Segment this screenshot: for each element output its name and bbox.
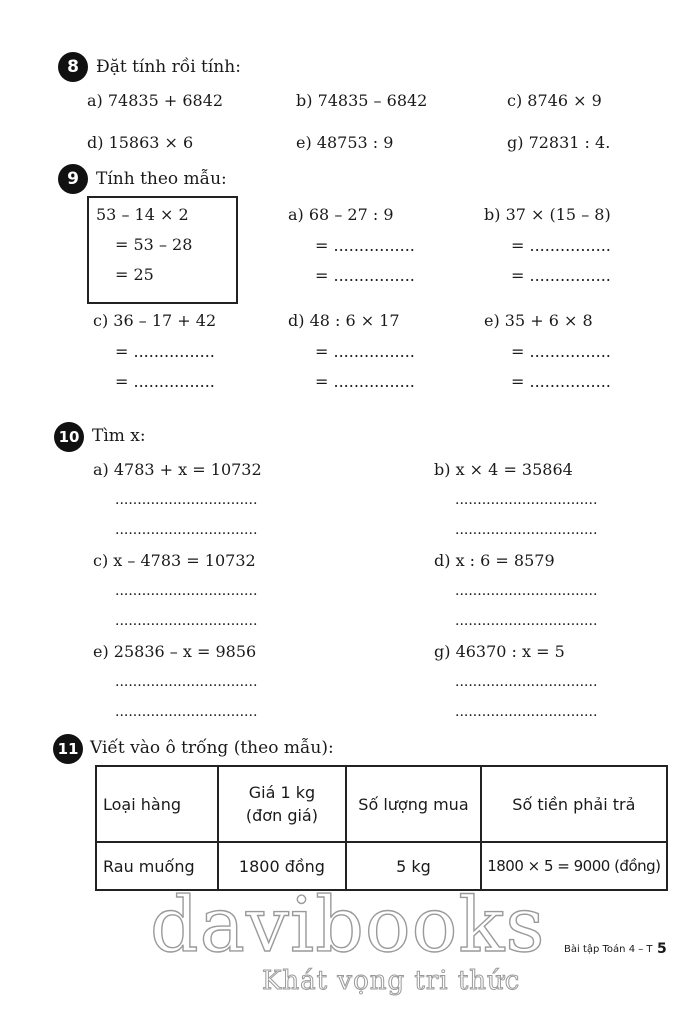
ex10-blank[interactable]: ................................ — [455, 583, 598, 599]
sample-line-1: 53 – 14 × 2 — [96, 205, 189, 224]
ex9-blank[interactable]: = ................ — [315, 342, 415, 361]
ex10-blank[interactable]: ................................ — [115, 613, 258, 629]
ex9-item-c: c) 36 – 17 + 42 — [93, 311, 217, 330]
ex10-blank[interactable]: ................................ — [455, 674, 598, 690]
ex10-blank[interactable]: ................................ — [455, 492, 598, 508]
ex8-item-g: g) 72831 : 4. — [507, 133, 611, 152]
sample-line-3: = 25 — [115, 265, 154, 284]
ex9-blank[interactable]: = ................ — [315, 372, 415, 391]
ex8-item-a: a) 74835 + 6842 — [87, 91, 224, 110]
cell-price: 1800 đồng — [218, 842, 347, 890]
price-table — [95, 765, 668, 891]
ex9-blank[interactable]: = ................ — [511, 342, 611, 361]
ex10-blank[interactable]: ................................ — [115, 583, 258, 599]
ex8-item-e: e) 48753 : 9 — [296, 133, 394, 152]
footer-book-title: Bài tập Toán 4 – T — [564, 944, 653, 955]
exercise-11-badge: 11 — [53, 734, 83, 764]
ex9-blank[interactable]: = ................ — [511, 266, 611, 285]
ex9-item-a: a) 68 – 27 : 9 — [288, 205, 394, 224]
exercise-8-title: Đặt tính rồi tính: — [96, 57, 241, 77]
ex9-blank[interactable]: = ................ — [511, 372, 611, 391]
ex10-item-b: b) x × 4 = 35864 — [434, 460, 573, 479]
watermark-slogan: Khát vọng tri thức — [262, 966, 521, 996]
header-so-luong: Số lượng mua — [346, 766, 481, 842]
exercise-10-badge: 10 — [54, 422, 84, 452]
ex8-item-c: c) 8746 × 9 — [507, 91, 602, 110]
cell-quantity: 5 kg — [346, 842, 481, 890]
exercise-9-title: Tính theo mẫu: — [96, 169, 227, 189]
ex9-item-d: d) 48 : 6 × 17 — [288, 311, 400, 330]
ex10-item-e: e) 25836 – x = 9856 — [93, 642, 257, 661]
ex10-item-d: d) x : 6 = 8579 — [434, 551, 555, 570]
ex9-item-b: b) 37 × (15 – 8) — [484, 205, 611, 224]
exercise-11-title: Viết vào ô trống (theo mẫu): — [90, 738, 334, 758]
ex9-blank[interactable]: = ................ — [115, 372, 215, 391]
ex9-blank[interactable]: = ................ — [315, 266, 415, 285]
cell-item: Rau muống — [96, 842, 218, 890]
ex10-blank[interactable]: ................................ — [115, 492, 258, 508]
header-so-tien: Số tiền phải trả — [481, 766, 667, 842]
ex10-item-c: c) x – 4783 = 10732 — [93, 551, 256, 570]
ex10-blank[interactable]: ................................ — [115, 522, 258, 538]
header-gia — [218, 766, 347, 842]
ex8-item-d: d) 15863 × 6 — [87, 133, 194, 152]
ex9-blank[interactable]: = ................ — [315, 236, 415, 255]
header-gia-line1: Giá 1 kg — [248, 783, 316, 802]
exercise-9-badge: 9 — [58, 164, 88, 194]
page-number: 5 — [657, 941, 667, 957]
ex10-blank[interactable]: ................................ — [455, 522, 598, 538]
sample-line-2: = 53 – 28 — [115, 235, 193, 254]
ex9-item-e: e) 35 + 6 × 8 — [484, 311, 593, 330]
ex10-blank[interactable]: ................................ — [115, 704, 258, 720]
cell-total: 1800 × 5 = 9000 (đồng) — [481, 842, 667, 890]
ex8-item-b: b) 74835 – 6842 — [296, 91, 428, 110]
watermark-brand: davibooks — [150, 880, 546, 969]
header-loai-hang: Loại hàng — [96, 766, 218, 842]
ex10-blank[interactable]: ................................ — [455, 613, 598, 629]
exercise-10-title: Tìm x: — [92, 426, 146, 446]
ex10-blank[interactable]: ................................ — [115, 674, 258, 690]
ex9-blank[interactable]: = ................ — [511, 236, 611, 255]
header-gia-line2: (đơn giá) — [245, 806, 318, 825]
ex10-blank[interactable]: ................................ — [455, 704, 598, 720]
ex10-item-a: a) 4783 + x = 10732 — [93, 460, 262, 479]
ex9-blank[interactable]: = ................ — [115, 342, 215, 361]
ex10-item-g: g) 46370 : x = 5 — [434, 642, 565, 661]
exercise-8-badge: 8 — [58, 52, 88, 82]
